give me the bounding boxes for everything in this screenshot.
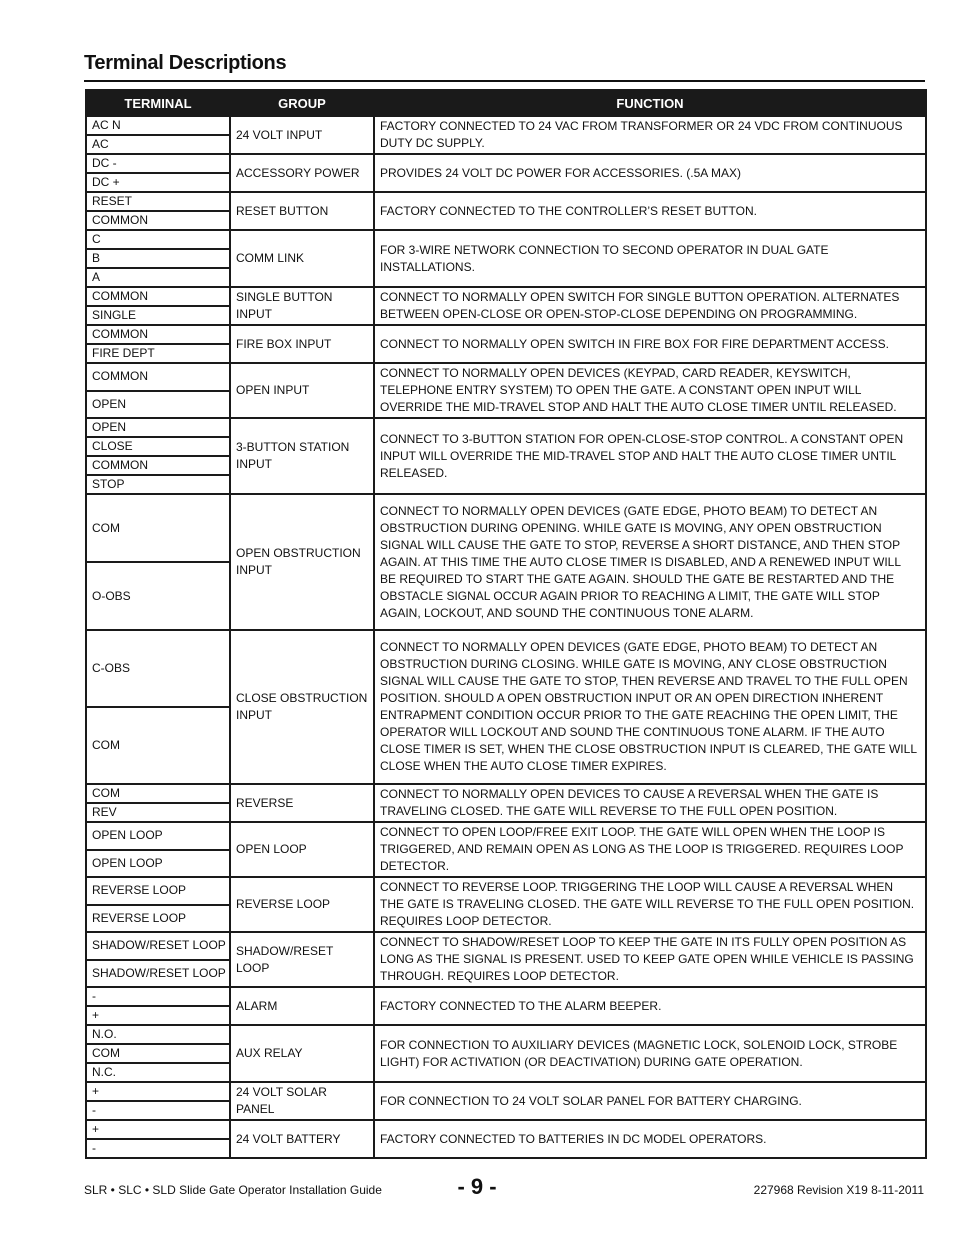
function-cell: FACTORY CONNECTED TO THE CONTROLLER’S RESET BUTTON. xyxy=(374,192,926,230)
header-group: GROUP xyxy=(230,90,374,116)
group-cell: 24 VOLT BATTERY xyxy=(230,1120,374,1158)
function-cell: CONNECT TO REVERSE LOOP. TRIGGERING THE LOOP WILL CAUSE A REVERSAL WHEN THE GATE IS TRAVELING CLOSED. THE GATE WILL REVERSE TO THE FULL OPEN POSITION. REQUIRES LOOP DETECTOR. xyxy=(374,877,926,932)
terminal-cell: OPEN xyxy=(86,418,230,437)
table-row xyxy=(86,1025,926,1044)
table-row xyxy=(86,1120,926,1139)
page-heading: Terminal Descriptions xyxy=(84,52,287,74)
heading-rule xyxy=(84,80,925,82)
group-cell: AUX RELAY xyxy=(230,1025,374,1082)
footer-title: SLR • SLC • SLD Slide Gate Operator Installation Guide xyxy=(84,1183,382,1197)
group-cell: 24 VOLT INPUT xyxy=(230,116,374,154)
terminal-cell: O-OBS xyxy=(86,562,230,630)
terminal-cell: DC + xyxy=(86,173,230,192)
function-cell: CONNECT TO NORMALLY OPEN DEVICES (GATE EDGE, PHOTO BEAM) TO DETECT AN OBSTRUCTION DURING CLOSING. WHILE GATE IS MOVING, ANY CLOSE OBSTRUCTION SIGNAL WILL CAUSE THE GATE TO STOP, THEN REVERSE AND TRAVEL TO THE FULL OPEN POSITION. SHOULD A OPEN OBSTRUCTION INPUT OR AN OPEN DIRECTION INHERENT ENTRAPMENT CONDITION OCCUR PRIOR TO THE GATE REACHING THE OPEN LIMIT, THE OPERATOR WILL LOCKOUT AND SOUND THE CONTINUOUS TONE ALARM. IF THE AUTO CLOSE TIMER IS SET, WHEN THE CLOSE OBSTRUCTION INPUT IS CLEARED, THE GATE WILL CLOSE WHEN THE AUTO CLOSE TIMER EXPIRES. xyxy=(374,630,926,784)
terminal-cell: + xyxy=(86,1082,230,1101)
terminal-cell: COMMON xyxy=(86,287,230,306)
page-number: - 9 - xyxy=(457,1174,497,1199)
function-cell: CONNECT TO 3-BUTTON STATION FOR OPEN-CLOSE-STOP CONTROL. A CONSTANT OPEN INPUT WILL OVERRIDE THE MID-TRAVEL STOP AND HALT THE AUTO CLOSE TIMER UNTIL RELEASED. xyxy=(374,418,926,494)
table-body xyxy=(86,116,926,1158)
header-function: FUNCTION xyxy=(374,90,926,116)
terminal-cell: - xyxy=(86,1101,230,1120)
function-cell: PROVIDES 24 VOLT DC POWER FOR ACCESSORIES. (.5A MAX) xyxy=(374,154,926,192)
table-row xyxy=(86,1082,926,1101)
terminal-cell: + xyxy=(86,1006,230,1025)
table-row xyxy=(86,154,926,173)
terminal-cell: COM xyxy=(86,1044,230,1063)
group-cell: 24 VOLT SOLAR PANEL xyxy=(230,1082,374,1120)
table-row xyxy=(86,987,926,1006)
terminal-cell: COM xyxy=(86,784,230,803)
function-cell: FOR CONNECTION TO AUXILIARY DEVICES (MAGNETIC LOCK, SOLENOID LOCK, STROBE LIGHT) FOR ACTIVATION (OR DEACTIVATION) DURING GATE OPERATION. xyxy=(374,1025,926,1082)
terminal-cell: COM xyxy=(86,494,230,562)
table-row xyxy=(86,418,926,437)
group-cell: SHADOW/RESET LOOP xyxy=(230,932,374,987)
table-row xyxy=(86,877,926,905)
function-cell: FACTORY CONNECTED TO 24 VAC FROM TRANSFORMER OR 24 VDC FROM CONTINUOUS DUTY DC SUPPLY. xyxy=(374,116,926,154)
function-cell: CONNECT TO NORMALLY OPEN DEVICES TO CAUSE A REVERSAL WHEN THE GATE IS TRAVELING CLOSED. THE GATE WILL REVERSE TO THE FULL OPEN POSITION. xyxy=(374,784,926,822)
table-row xyxy=(86,932,926,960)
terminal-cell: RESET xyxy=(86,192,230,211)
table-row xyxy=(86,363,926,391)
group-cell: REVERSE xyxy=(230,784,374,822)
terminal-cell: STOP xyxy=(86,475,230,494)
header-terminal: TERMINAL xyxy=(86,90,230,116)
terminal-cell: C xyxy=(86,230,230,249)
terminal-cell: CLOSE xyxy=(86,437,230,456)
terminal-cell: COMMON xyxy=(86,325,230,344)
terminal-cell: - xyxy=(86,1139,230,1158)
function-cell: CONNECT TO SHADOW/RESET LOOP TO KEEP THE GATE IN ITS FULLY OPEN POSITION AS LONG AS THE SIGNAL IS PRESENT. USED TO KEEP GATE OPEN WHILE VEHICLE IS PASSING THROUGH. REQUIRES LOOP DETECTOR. xyxy=(374,932,926,987)
table-row xyxy=(86,494,926,562)
function-cell: FOR 3-WIRE NETWORK CONNECTION TO SECOND OPERATOR IN DUAL GATE INSTALLATIONS. xyxy=(374,230,926,287)
function-cell: CONNECT TO OPEN LOOP/FREE EXIT LOOP. THE GATE WILL OPEN WHEN THE LOOP IS TRIGGERED, AND REMAIN OPEN AS LONG AS THE LOOP IS TRIGGERED. REQUIRES LOOP DETECTOR. xyxy=(374,822,926,877)
group-cell: OPEN LOOP xyxy=(230,822,374,877)
group-cell: COMM LINK xyxy=(230,230,374,287)
terminal-cell: COM xyxy=(86,707,230,784)
terminal-cell: B xyxy=(86,249,230,268)
group-cell: 3-BUTTON STATION INPUT xyxy=(230,418,374,494)
table-row xyxy=(86,325,926,344)
group-cell: FIRE BOX INPUT xyxy=(230,325,374,363)
group-cell: RESET BUTTON xyxy=(230,192,374,230)
table-row xyxy=(86,116,926,135)
terminal-cell: SHADOW/RESET LOOP xyxy=(86,960,230,988)
terminal-cell: FIRE DEPT xyxy=(86,344,230,363)
function-cell: CONNECT TO NORMALLY OPEN SWITCH IN FIRE BOX FOR FIRE DEPARTMENT ACCESS. xyxy=(374,325,926,363)
terminal-cell: COMMON xyxy=(86,456,230,475)
group-cell: OPEN INPUT xyxy=(230,363,374,418)
table-row xyxy=(86,630,926,707)
terminal-cell: AC N xyxy=(86,116,230,135)
group-cell: ACCESSORY POWER xyxy=(230,154,374,192)
terminal-cell: N.O. xyxy=(86,1025,230,1044)
table-row xyxy=(86,287,926,306)
terminal-cell: OPEN LOOP xyxy=(86,850,230,878)
terminal-cell: SHADOW/RESET LOOP xyxy=(86,932,230,960)
group-cell: SINGLE BUTTON INPUT xyxy=(230,287,374,325)
group-cell: REVERSE LOOP xyxy=(230,877,374,932)
terminal-cell: COMMON xyxy=(86,211,230,230)
terminal-cell: A xyxy=(86,268,230,287)
terminal-cell: N.C. xyxy=(86,1063,230,1082)
table-row xyxy=(86,822,926,850)
group-cell: OPEN OBSTRUCTION INPUT xyxy=(230,494,374,630)
terminal-cell: C-OBS xyxy=(86,630,230,707)
terminal-cell: COMMON xyxy=(86,363,230,391)
function-cell: CONNECT TO NORMALLY OPEN DEVICES (KEYPAD, CARD READER, KEYSWITCH, TELEPHONE ENTRY SYSTEM) TO OPEN THE GATE. A CONSTANT OPEN INPUT WILL OVERRIDE THE MID-TRAVEL STOP AND HALT THE AUTO CLOSE TIMER UNTIL RELEASED. xyxy=(374,363,926,418)
terminal-cell: OPEN xyxy=(86,391,230,419)
function-cell: CONNECT TO NORMALLY OPEN SWITCH FOR SINGLE BUTTON OPERATION. ALTERNATES BETWEEN OPEN-CLOSE OR OPEN-STOP-CLOSE DEPENDING ON PROGRAMMING. xyxy=(374,287,926,325)
footer-revision: 227968 Revision X19 8-11-2011 xyxy=(753,1183,924,1197)
terminal-cell: REVERSE LOOP xyxy=(86,905,230,933)
terminal-cell: DC - xyxy=(86,154,230,173)
terminal-cell: AC xyxy=(86,135,230,154)
terminal-cell: OPEN LOOP xyxy=(86,822,230,850)
function-cell: CONNECT TO NORMALLY OPEN DEVICES (GATE EDGE, PHOTO BEAM) TO DETECT AN OBSTRUCTION DURING OPENING. WHILE GATE IS MOVING, ANY OPEN OBSTRUCTION SIGNAL WILL CAUSE THE GATE TO STOP, REVERSE A SHORT DISTANCE, AND THEN STOP AGAIN. AT THIS TIME THE AUTO CLOSE TIMER IS DISABLED, AND A RENEWED INPUT WILL BE REQUIRED TO START THE GATE AGAIN. SHOULD THE GATE BE RESTARTED AND THE OBSTACLE SIGNAL OCCUR AGAIN PRIOR TO REACHING A LIMIT, THE GATE WILL STOP AGAIN, LOCKOUT, AND SOUND THE CONTINUOUS TONE ALARM. xyxy=(374,494,926,630)
terminal-cell: + xyxy=(86,1120,230,1139)
table-row xyxy=(86,192,926,211)
group-cell: CLOSE OBSTRUCTION INPUT xyxy=(230,630,374,784)
function-cell: FACTORY CONNECTED TO BATTERIES IN DC MODEL OPERATORS. xyxy=(374,1120,926,1158)
terminal-cell: REVERSE LOOP xyxy=(86,877,230,905)
table-row xyxy=(86,230,926,249)
terminal-table xyxy=(85,89,927,1159)
table-row xyxy=(86,784,926,803)
terminal-cell: REV xyxy=(86,803,230,822)
group-cell: ALARM xyxy=(230,987,374,1025)
function-cell: FACTORY CONNECTED TO THE ALARM BEEPER. xyxy=(374,987,926,1025)
terminal-cell: - xyxy=(86,987,230,1006)
function-cell: FOR CONNECTION TO 24 VOLT SOLAR PANEL FOR BATTERY CHARGING. xyxy=(374,1082,926,1120)
terminal-cell: SINGLE xyxy=(86,306,230,325)
table-header-row xyxy=(86,90,926,116)
